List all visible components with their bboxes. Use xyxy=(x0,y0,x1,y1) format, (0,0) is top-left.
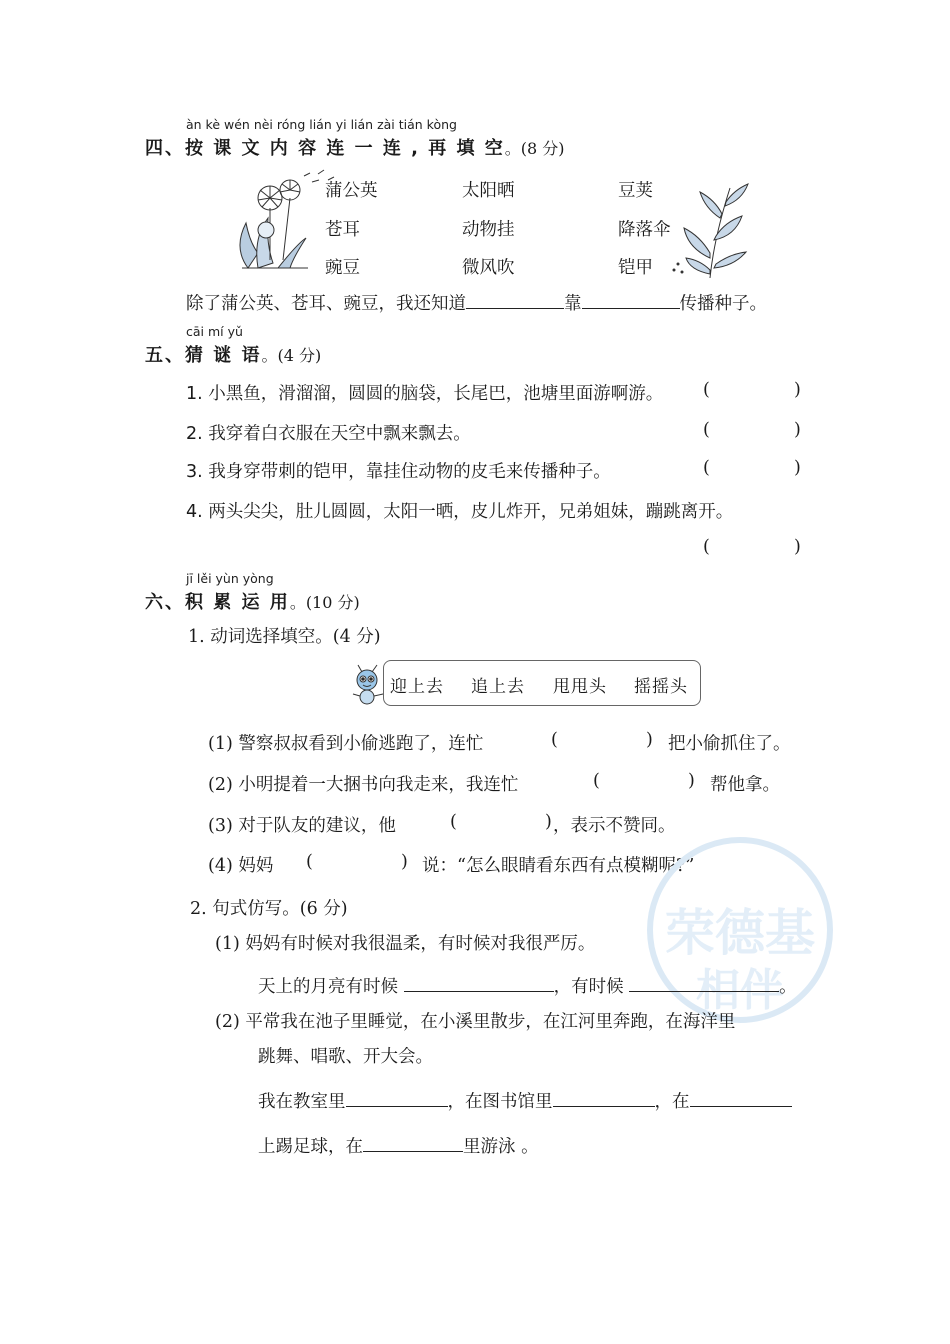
fill-blank-library[interactable] xyxy=(553,1088,655,1107)
riddle-4-paren-open: ( xyxy=(703,537,710,557)
q2-item-2: (2) 平常我在池子里睡觉，在小溪里散步，在江河里奔跑，在海洋里 xyxy=(215,1012,736,1032)
riddle-2-paren-close: ) xyxy=(794,420,801,440)
section5-heading xyxy=(145,341,321,367)
riddle-2: 2. 我穿着白衣服在天空中飘来飘去。 xyxy=(186,424,471,444)
q2-label: 2. 句式仿写。(6 分) xyxy=(190,899,348,919)
q1-item-2-paren-open: ( xyxy=(593,771,600,791)
fill-blank-agent[interactable] xyxy=(582,290,680,309)
section4-number: 四、 xyxy=(145,138,185,159)
q1-item-4-paren-close: ) xyxy=(401,852,408,872)
riddle-4-paren-close: ) xyxy=(794,537,801,557)
section6-points: 。(10 分) xyxy=(289,593,360,612)
section6-heading xyxy=(145,588,360,614)
section5-pinyin: cāi mí yǔ xyxy=(186,324,243,339)
q1-item-3-paren-close: ) xyxy=(545,812,552,832)
riddle-4: 4. 两头尖尖，肚儿圆圆，太阳一晒，皮儿炸开，兄弟姐妹，蹦跳离开。 xyxy=(186,502,734,522)
section4-heading xyxy=(145,134,565,160)
fill-blank-swim[interactable] xyxy=(363,1133,463,1152)
section6-title: 积 累 运 用 xyxy=(185,592,290,613)
plant-illustration xyxy=(670,178,766,280)
ant-mascot-icon xyxy=(350,664,386,706)
watermark-text-1: 荣德基 xyxy=(665,904,815,962)
section6-number: 六、 xyxy=(145,592,185,613)
section4-fill-sentence: 除了蒲公英、苍耳、豌豆，我还知道 靠 传播种子。 xyxy=(186,290,767,315)
match-left-1: 蒲公英 xyxy=(325,181,378,201)
riddle-1: 1. 小黑鱼，滑溜溜，圆圆的脑袋，长尾巴，池塘里面游啊游。 xyxy=(186,384,664,404)
q1-item-2-paren-close: ) xyxy=(688,771,695,791)
q1-item-2-after: 帮他拿。 xyxy=(710,775,780,795)
match-right-3: 铠甲 xyxy=(618,258,653,278)
section5-title: 猜 谜 语 xyxy=(185,345,262,366)
q2-item-2-fill-line1: 我在教室里 ，在图书馆里 ，在 xyxy=(258,1088,792,1113)
q1-item-4-paren-open: ( xyxy=(306,852,313,872)
section4-pinyin: àn kè wén nèi róng lián yi lián zài tián kòng xyxy=(186,117,457,132)
riddle-3-paren-close: ) xyxy=(794,458,801,478)
q2-item-2-line2: 跳舞、唱歌、开大会。 xyxy=(258,1047,433,1067)
fill-blank-moon-2[interactable] xyxy=(629,973,779,992)
match-right-1: 豆荚 xyxy=(618,181,653,201)
q1-item-3-paren-open: ( xyxy=(450,812,457,832)
q1-item-1-paren-close: ) xyxy=(646,730,653,750)
choice-4: 摇摇头 xyxy=(634,677,688,697)
fill-blank-place[interactable] xyxy=(690,1088,792,1107)
section5-number: 五、 xyxy=(145,345,185,366)
q1-item-3: (3) 对于队友的建议，他 xyxy=(208,816,396,836)
match-mid-3: 微风吹 xyxy=(462,258,515,278)
q1-item-4: (4) 妈妈 xyxy=(208,856,274,876)
section5-points: 。(4 分) xyxy=(261,346,322,365)
q1-item-3-after: ，表示不赞同。 xyxy=(553,816,676,836)
q1-item-1-paren-open: ( xyxy=(551,730,558,750)
riddle-3-paren-open: ( xyxy=(703,458,710,478)
fill-blank-moon-1[interactable] xyxy=(404,973,554,992)
riddle-3: 3. 我身穿带刺的铠甲，靠挂住动物的皮毛来传播种子。 xyxy=(186,462,611,482)
q2-item-2-fill-line2: 上踢足球，在 里游泳 。 xyxy=(258,1133,539,1158)
riddle-1-paren-open: ( xyxy=(703,380,710,400)
choice-2: 追上去 xyxy=(471,677,525,697)
section4-points: 。(8 分) xyxy=(504,139,565,158)
q1-item-1-after: 把小偷抓住了。 xyxy=(668,734,791,754)
q1-item-4-after: 说：“怎么眼睛看东西有点模糊呢?” xyxy=(422,856,695,876)
choice-1: 迎上去 xyxy=(390,677,444,697)
q1-label: 1. 动词选择填空。(4 分) xyxy=(188,627,381,647)
riddle-2-paren-open: ( xyxy=(703,420,710,440)
dandelion-illustration xyxy=(228,168,338,276)
q2-item-1-fill: 天上的月亮有时候 ，有时候 。 xyxy=(258,973,797,998)
match-left-3: 豌豆 xyxy=(325,258,360,278)
q1-item-1: (1) 警察叔叔看到小偷逃跑了，连忙 xyxy=(208,734,484,754)
match-left-2: 苍耳 xyxy=(325,220,360,240)
section6-pinyin: jī lěi yùn yòng xyxy=(186,571,274,586)
q1-item-2: (2) 小明提着一大捆书向我走来，我连忙 xyxy=(208,775,519,795)
match-right-2: 降落伞 xyxy=(618,220,671,240)
fill-blank-classroom[interactable] xyxy=(346,1088,448,1107)
fill-blank-method[interactable] xyxy=(466,290,564,309)
section4-title: 按 课 文 内 容 连 一 连 , 再 填 空 xyxy=(185,138,505,159)
choice-3: 甩甩头 xyxy=(553,677,607,697)
q2-item-1: (1) 妈妈有时候对我很温柔，有时候对我很严厉。 xyxy=(215,934,596,954)
match-mid-1: 太阳晒 xyxy=(462,181,515,201)
riddle-1-paren-close: ) xyxy=(794,380,801,400)
watermark-text-2: 相伴 xyxy=(696,965,784,1016)
match-mid-2: 动物挂 xyxy=(462,220,515,240)
